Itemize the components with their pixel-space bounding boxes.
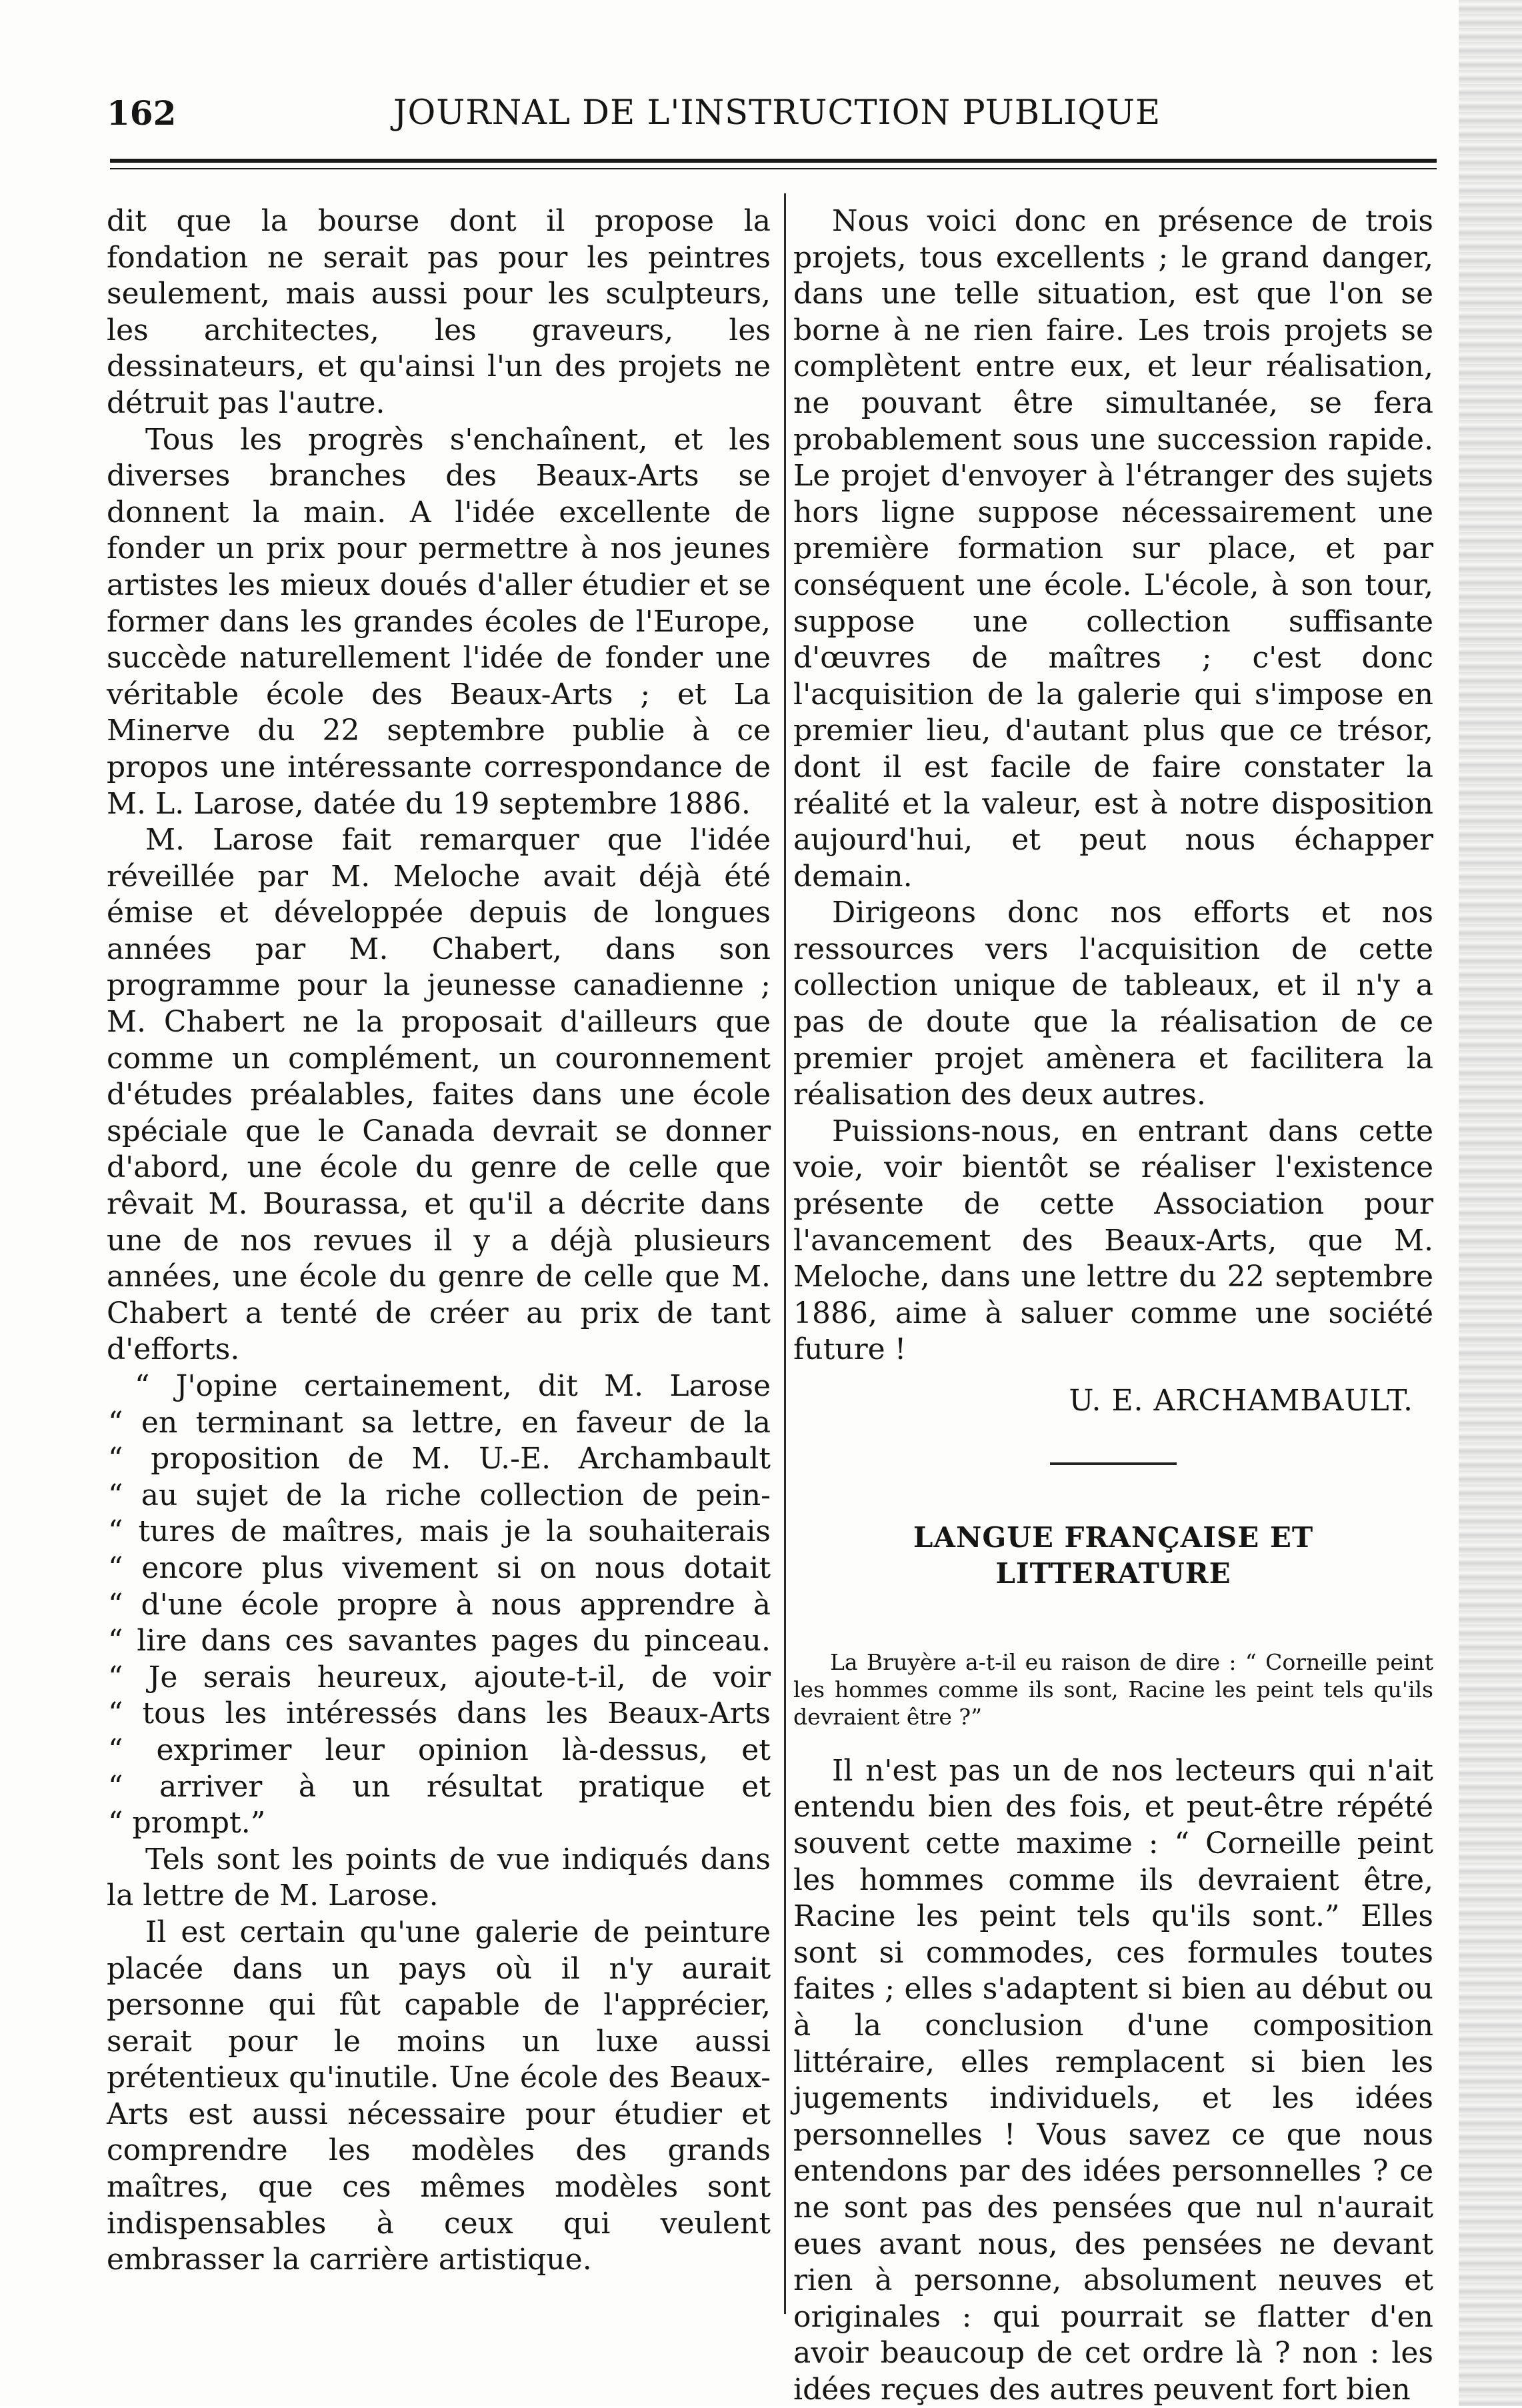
- right-column: [793, 203, 1433, 2408]
- quote-line: “ lire dans ces savantes pages du pinceau.: [108, 1624, 771, 1658]
- left-column: [107, 203, 771, 2279]
- column-divider: [784, 193, 786, 2314]
- paragraph: Dirigeons donc nos efforts et nos ressources vers l'acquisition de cette collection unique de tableaux, et il n'y a pas de doute que la réalisation de ce premier projet amènera et facilitera la réalisation des deux autres.: [793, 896, 1433, 1112]
- quote-line: “ exprimer leur opinion là-dessus, et: [108, 1732, 771, 1767]
- quote-line: “ au sujet de la riche collection de pein-: [108, 1478, 771, 1512]
- quote-line: “ d'une école propre à nous apprendre à: [108, 1587, 771, 1622]
- quotation: [107, 1368, 771, 1842]
- paragraph: M. Larose fait remarquer que l'idée réveillée par M. Meloche avait déjà été émise et développée depuis de longues années par M. Chabert, dans son programme pour la jeunesse canadienne ; M. Chabert ne la proposait d'ailleurs que comme un complément, un couronnement d'études préalables, faites dans une école spéciale que le Canada devrait se donner d'abord, une école du genre de celle que rêvait M. Bourassa, et qu'il a décrite dans une de nos revues il y a déjà plusieurs années, une école du genre de celle que M. Chabert a tenté de créer au prix de tant d'efforts.: [107, 823, 771, 1367]
- author-signature: U. E. ARCHAMBAULT.: [1069, 1384, 1413, 1418]
- paragraph: dit que la bourse dont il propose la fondation ne serait pas pour les peintres seulement, mais aussi pour les sculpteurs, les architectes, les graveurs, les dessinateurs, et qu'ainsi l'un des projets ne détruit pas l'autre.: [107, 204, 771, 420]
- quote-line: “ tures de maîtres, mais je la souhaiterais: [108, 1514, 771, 1549]
- quote-line: “ Je serais heureux, ajoute-t-il, de voir: [108, 1660, 771, 1694]
- quote-line: “ encore plus vivement si on nous dotait: [108, 1550, 771, 1585]
- running-title: JOURNAL DE L'INSTRUCTION PUBLIQUE: [393, 93, 1161, 133]
- paragraph: Tous les progrès s'enchaînent, et les diverses branches des Beaux-Arts se donnent la main. A l'idée excellente de fonder un prix pour permettre à nos jeunes artistes les mieux doués d'aller étudier et se former dans les grandes écoles de l'Europe, succède naturellement l'idée de fonder une véritable école des Beaux-Arts ; et La Minerve du 22 septembre publie à ce propos une intéressante correspondance de M. L. Larose, datée du 19 septembre 1886.: [107, 422, 771, 821]
- paragraph: Puissions-nous, en entrant dans cette voie, voir bientôt se réaliser l'existence présente de cette Association pour l'avancement des Beaux-Arts, que M. Meloche, dans une lettre du 22 septembre 1886, aime à saluer comme une société future !: [793, 1114, 1433, 1367]
- paragraph: Il n'est pas un de nos lecteurs qui n'ait entendu bien des fois, et peut-être répété souvent cette maxime : “ Corneille peint les hommes comme ils devraient être, Racine les peint tels qu'ils sont.” Elles sont si commodes, ces formules toutes faites ; elles s'adaptent si bien au début ou à la conclusion d'une composition littéraire, elles remplacent si bien les jugements individuels, et les idées personnelles ! Vous savez ce que nous entendons par des idées personnelles ? ce ne sont pas des pensées que nul n'aurait eues avant nous, des pensées ne devant rien à personne, absolument neuves et originales : qui pourrait se flatter d'en avoir beaucoup de cet ordre là ? non : les idées reçues des autres peuvent fort bien: [793, 1753, 1433, 2407]
- epigraph: La Bruyère a-t-il eu raison de dire : “ Corneille peint les hommes comme ils sont, Racine les peint tels qu'ils devraient être ?”: [793, 1648, 1433, 1730]
- section-heading: LANGUE FRANÇAISE ET LITTERATURE: [913, 1520, 1314, 1590]
- quote-line: “ prompt.”: [108, 1806, 266, 1841]
- quote-line: “ tous les intéressés dans les Beaux-Arts: [108, 1696, 771, 1731]
- paragraph: Il est certain qu'une galerie de peinture placée dans un pays où il n'y aurait personne qui fût capable de l'apprécier, serait pour le moins un luxe aussi prétentieux qu'inutile. Une école des Beaux-Arts est aussi nécessaire pour étudier et comprendre les modèles des grands maîtres, que ces mêmes modèles sont indispensables à ceux qui veulent embrasser la carrière artistique.: [107, 1915, 771, 2277]
- quote-line: “ J'opine certainement, dit M. Larose: [135, 1369, 771, 1403]
- header-rule-thin: [110, 168, 1437, 169]
- quote-line: “ en terminant sa lettre, en faveur de la: [108, 1405, 771, 1440]
- section-separator: [1050, 1462, 1177, 1465]
- quote-line: “ proposition de M. U.-E. Archambault: [108, 1442, 771, 1476]
- page-header: [107, 93, 1433, 147]
- paragraph: Nous voici donc en présence de trois projets, tous excellents ; le grand danger, dans une telle situation, est que l'on se borne à ne rien faire. Les trois projets se complètent entre eux, et leur réalisation, ne pouvant être simultanée, se fera probablement sous une succession rapide. Le projet d'envoyer à l'étranger des sujets hors ligne suppose nécessairement une première formation sur place, et par conséquent une école. L'école, à son tour, suppose une collection suffisante d'œuvres de maîtres ; c'est donc l'acquisition de la galerie qui s'impose en premier lieu, d'autant plus que ce trésor, dont il est facile de faire constater la réalité et la valeur, est à notre disposition aujourd'hui, et peut nous échapper demain.: [793, 204, 1433, 894]
- paragraph: Tels sont les points de vue indiqués dans la lettre de M. Larose.: [107, 1842, 771, 1913]
- page-number: 162: [107, 93, 177, 133]
- header-rule: [110, 159, 1437, 163]
- quote-line: “ arriver à un résultat pratique et: [108, 1769, 771, 1804]
- scan-edge-shadow: [1459, 0, 1522, 2406]
